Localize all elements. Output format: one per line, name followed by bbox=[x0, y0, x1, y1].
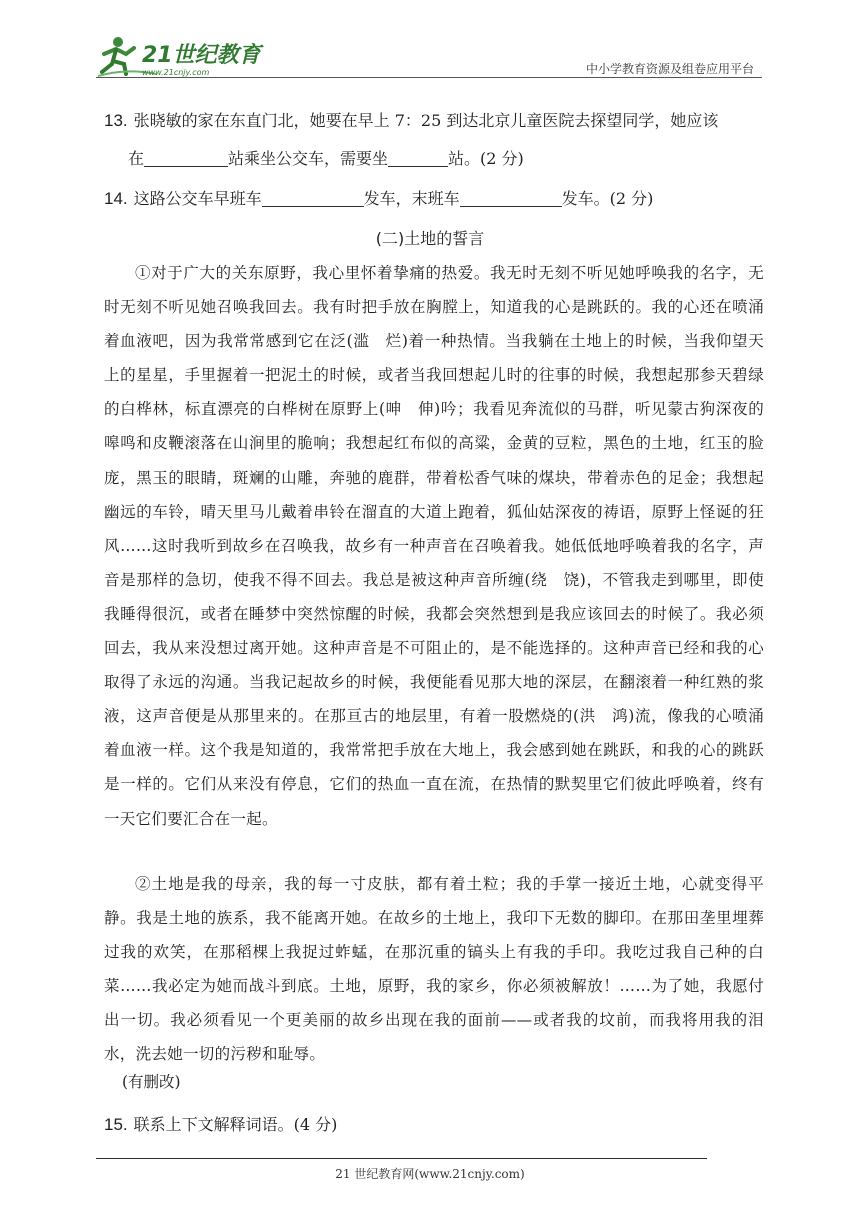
question-text: 发车。(2 分) bbox=[561, 189, 654, 208]
runner-logo-icon bbox=[96, 34, 266, 78]
question-text: 站。(2 分) bbox=[448, 149, 524, 168]
source-note: (有删改) bbox=[122, 1073, 181, 1091]
question-number: 14. bbox=[104, 189, 128, 208]
question-13-line-2 bbox=[128, 147, 524, 171]
answer-blank[interactable] bbox=[262, 188, 364, 207]
question-13-line-1 bbox=[104, 109, 718, 133]
question-text: 这路公交车早班车 bbox=[133, 189, 262, 208]
question-14 bbox=[104, 187, 653, 211]
site-logo bbox=[96, 34, 266, 78]
question-text: 站乘坐公交车，需要坐 bbox=[228, 149, 389, 168]
question-number: 15. bbox=[104, 1115, 128, 1134]
question-number: 13. bbox=[104, 111, 128, 130]
header-divider bbox=[96, 77, 762, 78]
question-text: 张晓敏的家在东直门北，她要在早上 7：25 到达北京儿童医院去探望同学，她应该 bbox=[133, 111, 719, 130]
answer-blank[interactable] bbox=[388, 148, 448, 167]
answer-blank[interactable] bbox=[144, 148, 228, 167]
question-text: 联系上下文解释词语。(4 分) bbox=[133, 1115, 338, 1134]
footer-divider bbox=[96, 1158, 707, 1159]
answer-blank[interactable] bbox=[460, 188, 562, 207]
svg-text:www.21cnjy.com: www.21cnjy.com bbox=[142, 68, 210, 77]
passage-title: (二)土地的誓言 bbox=[375, 229, 485, 248]
question-text: 发车，末班车 bbox=[363, 189, 460, 208]
page-footer: 21 世纪教育网(www.21cnjy.com) bbox=[335, 1167, 525, 1181]
svg-text:21世纪教育: 21世纪教育 bbox=[142, 43, 261, 68]
question-text: 在 bbox=[128, 149, 145, 168]
question-15 bbox=[104, 1113, 337, 1137]
platform-name: 中小学教育资源及组卷应用平台 bbox=[585, 62, 754, 76]
passage-paragraph-2: ②土地是我的母亲，我的每一寸皮肤，都有着土粒；我的手掌一接近土地，心就变得平静。我是土地的族系，我不能离开她。在故乡的土地上，我印下无数的脚印。在那田垄里埋葬过我的欢笑，在那稻棵上我捉过蚱蜢，在那沉重的镐头上有我的手印。我吃过我自己种的白菜……我必定为她而战斗到底。土地，原野，我的家乡，你必须被解放！……为了她，我愿付出一切。我必须看见一个更美丽的故乡出现在我的面前——或者我的坟前，而我将用我的泪水，洗去她一切的污秽和耻辱。 bbox=[104, 875, 764, 1064]
page-header bbox=[96, 30, 762, 80]
passage-paragraph-1: ①对于广大的关东原野，我心里怀着挚痛的热爱。我无时无刻不听见她呼唤我的名字，无时无刻不听见她召唤我回去。我有时把手放在胸膛上，知道我的心是跳跃的。我的心还在喷涌着血液吧，因为我常常感到它在泛(滥 烂)着一种热情。当我躺在土地上的时候，当我仰望天上的星星，手里握着一把泥土的时候，或者当我回想起儿时的往事的时候，我想起那参天碧绿的白桦林，标直漂亮的白桦树在原野上(呻 伸)吟；我看见奔流似的马群，听见蒙古狗深夜的嗥鸣和皮鞭滚落在山涧里的脆响；我想起红布似的高粱，金黄的豆粒，黑色的土地，红玉的脸庞，黑玉的眼睛，斑斓的山雕，奔驰的鹿群，带着松香气味的煤块，带着赤色的足金；我想起幽远的车铃，晴天里马儿戴着串铃在溜直的大道上跑着，狐仙姑深夜的祷语，原野上怪诞的狂风……这时我听到故乡在召唤我，故乡有一种声音在召唤着我。她低低地呼唤着我的名字，声音是那样的急切，使我不得不回去。我总是被这种声音所缠(绕 饶)，不管我走到哪里，即使我睡得很沉，或者在睡梦中突然惊醒的时候，我都会突然想到是我应该回去的时候了。我必须回去，我从来没想过离开她。这种声音是不可阻止的，是不能选择的。这种声音已经和我的心取得了永远的沟通。当我记起故乡的时候，我便能看见那大地的深层，在翻滚着一种红熟的浆液，这声音便是从那里来的。在那亘古的地层里，有着一股燃烧的(洪 鸿)流，像我的心喷涌着血液一样。这个我是知道的，我常常把手放在大地上，我会感到她在跳跃，和我的心的跳跃是一样的。它们从来没有停息，它们的热血一直在流，在热情的默契里它们彼此呼唤着，终有一天它们要汇合在一起。 bbox=[104, 264, 764, 828]
